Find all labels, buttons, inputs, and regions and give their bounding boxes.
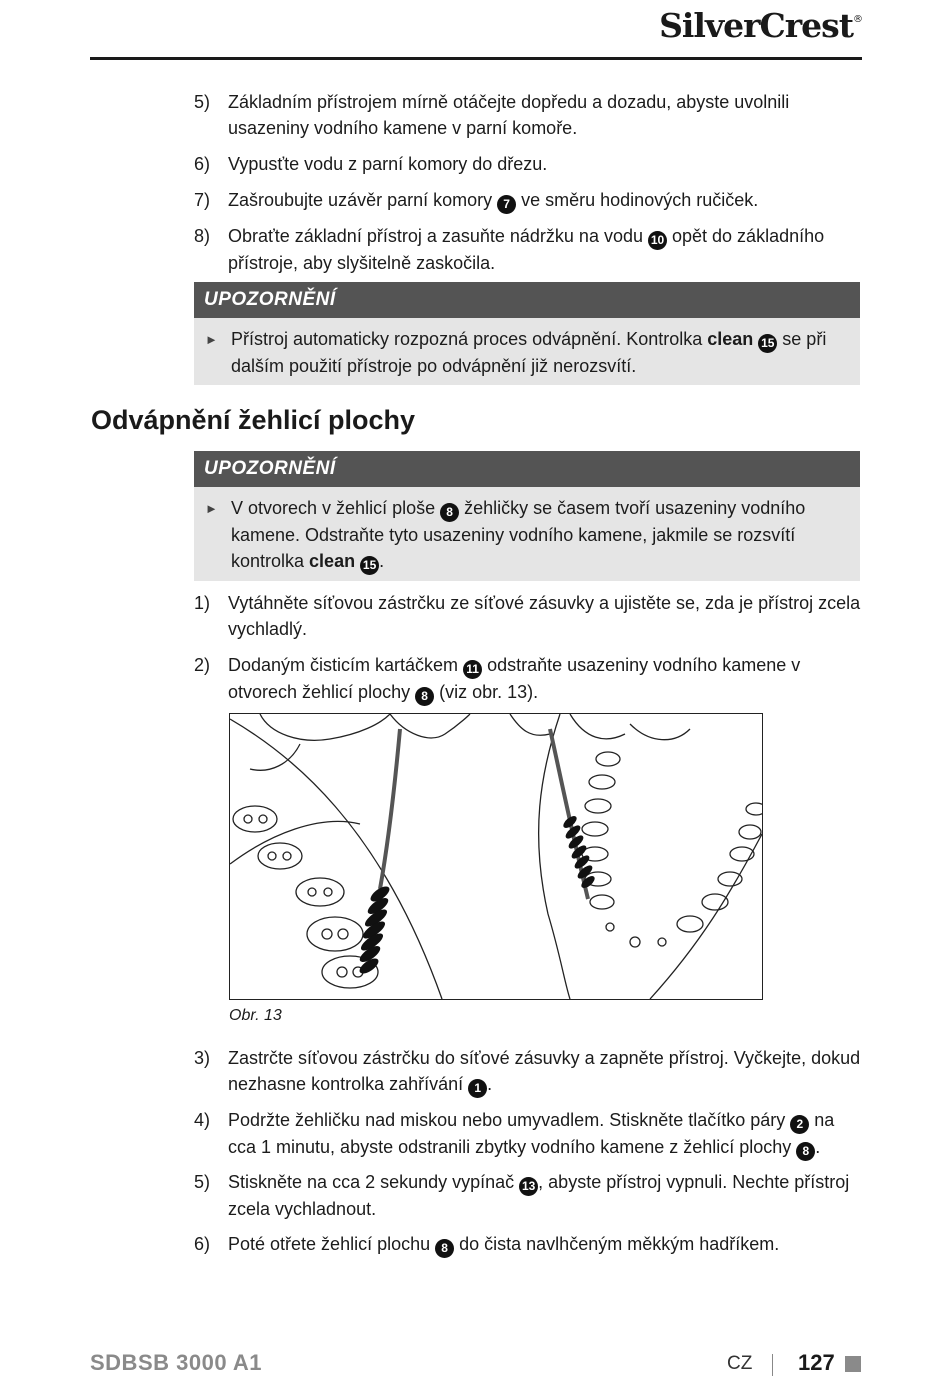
part-number-badge: 7	[497, 195, 516, 214]
part-number-badge: 13	[519, 1177, 538, 1196]
note-body: ► V otvorech v žehlicí ploše 8 žehličky se časem tvoří usazeniny vodního kamene. Odstraňte tyto usazeniny vodního kamene, jakmile se rozsvítí kontrolka clean 15 .	[194, 487, 860, 581]
step-text: Základním přístrojem mírně otáčejte dopředu a dozadu, abyste uvolnili usazeniny vodního kamene v parní komoře.	[228, 92, 790, 138]
footer-model: SDBSB 3000 A1	[90, 1350, 262, 1375]
part-number-badge: 11	[463, 660, 482, 679]
step-text: Vypusťte vodu z parní komory do dřezu.	[228, 154, 548, 174]
step-5-bottom	[194, 1169, 864, 1222]
note-box-1	[194, 282, 860, 385]
step-number: 3)	[194, 1048, 211, 1068]
page-marker-square	[845, 1356, 861, 1372]
step-number: 4)	[194, 1110, 211, 1130]
soleplate-cleaning-illustration	[230, 714, 762, 999]
note-heading: UPOZORNĚNÍ	[194, 282, 860, 318]
step-number: 5)	[194, 92, 211, 112]
part-number-badge: 8	[440, 503, 459, 522]
bullet-arrow-icon: ►	[205, 501, 218, 516]
step-5-top	[194, 89, 864, 141]
part-number-badge: 1	[468, 1079, 487, 1098]
step-number: 7)	[194, 190, 211, 210]
figure-13-illustration	[229, 713, 763, 1000]
step-8-top	[194, 223, 864, 276]
step-text: Stiskněte na cca 2 sekundy vypínač 13 , abyste přístroj vypnuli. Nechte přístroj zcela vychladnout.	[228, 1172, 850, 1219]
step-text: Vytáhněte síťovou zástrčku ze síťové zásuvky a ujistěte se, zda je přístroj zcela vychladlý.	[228, 593, 861, 639]
part-number-badge: 8	[415, 687, 434, 706]
header-rule	[90, 57, 862, 60]
step-number: 8)	[194, 226, 211, 246]
step-text: Dodaným čisticím kartáčkem 11 odstraňte usazeniny vodního kamene v otvorech žehlicí plochy 8 (viz obr. 13).	[228, 652, 864, 706]
part-number-badge: 10	[648, 231, 667, 250]
clean-label: clean	[707, 329, 754, 349]
note-box-2	[194, 451, 860, 581]
footer-language: CZ	[727, 1353, 753, 1374]
section-title: Odvápnění žehlicí plochy	[91, 405, 416, 435]
step-number: 6)	[194, 154, 211, 174]
part-number-badge: 15	[360, 556, 379, 575]
step-number: 1)	[194, 593, 211, 613]
step-6-top	[194, 151, 864, 177]
note-body: ► Přístroj automaticky rozpozná proces odvápnění. Kontrolka clean 15 se při dalším použití přístroje po odvápnění již nerozsvítí.	[205, 329, 827, 376]
step-4	[194, 1107, 864, 1161]
step-1	[194, 590, 864, 642]
step-text: Poté otřete žehlicí plochu 8 do čista navlhčeným měkkým hadříkem.	[228, 1231, 864, 1258]
part-number-badge: 8	[796, 1142, 815, 1161]
step-number: 2)	[194, 655, 211, 675]
step-6-bottom	[194, 1231, 864, 1258]
step-text: Obraťte základní přístroj a zasuňte nádržku na vodu 10 opět do základního přístroje, aby slyšitelně zaskočila.	[228, 226, 825, 273]
bullet-arrow-icon: ►	[205, 332, 218, 347]
part-number-badge: 15	[758, 334, 777, 353]
brand-logo: SilverCrest®	[659, 6, 862, 45]
step-number: 5)	[194, 1172, 211, 1192]
clean-label: clean	[309, 551, 356, 571]
step-text: Zastrčte síťovou zástrčku do síťové zásuvky a zapněte přístroj. Vyčkejte, dokud nezhasne kontrolka zahřívání 1 .	[228, 1045, 864, 1098]
step-3	[194, 1045, 864, 1098]
step-text: Zašroubujte uzávěr parní komory 7 ve směru hodinových ručiček.	[228, 187, 864, 214]
registered-mark: ®	[853, 14, 862, 25]
part-number-badge: 2	[790, 1115, 809, 1134]
footer-divider	[772, 1354, 773, 1376]
step-number: 6)	[194, 1234, 211, 1254]
note-heading: UPOZORNĚNÍ	[194, 451, 860, 487]
step-2	[194, 652, 864, 706]
page-number: 127	[798, 1350, 835, 1375]
step-text: Podržte žehličku nad miskou nebo umyvadlem. Stiskněte tlačítko páry 2 na cca 1 minutu, abyste odstranili zbytky vodního kamene z žehlicí plochy 8 .	[228, 1107, 864, 1161]
figure-caption: Obr. 13	[229, 1007, 282, 1024]
step-7-top	[194, 187, 864, 214]
part-number-badge: 8	[435, 1239, 454, 1258]
